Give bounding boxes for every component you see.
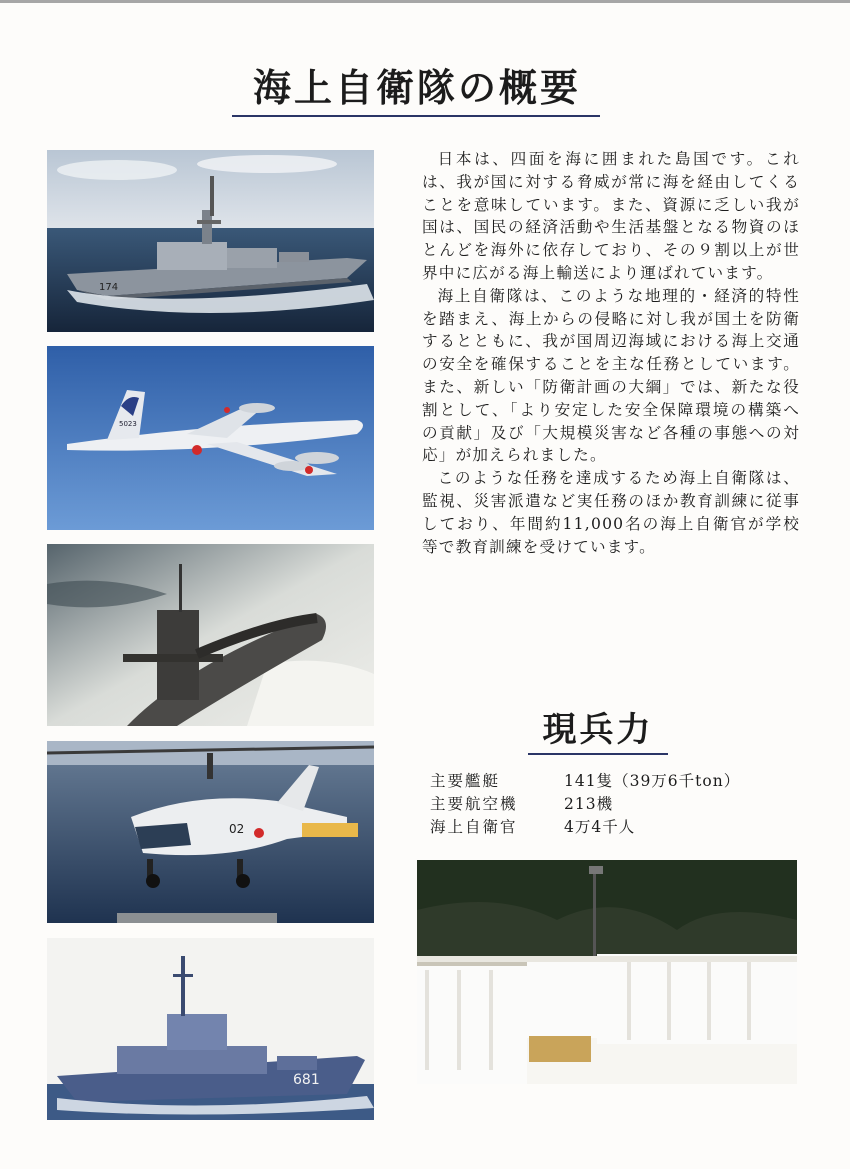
- strength-label: 主要航空機: [430, 795, 518, 813]
- strength-row: [430, 770, 740, 793]
- patrol-aircraft-photo: [47, 346, 374, 530]
- strength-row: [430, 793, 740, 816]
- page-title: 海上自衛隊の概要: [252, 65, 581, 110]
- strength-value: 141隻（39万6千ton）: [564, 772, 741, 790]
- strength-label: 海上自衛官: [430, 818, 518, 836]
- submarine-photo: [47, 544, 374, 726]
- intro-paragraph: このような任務を達成するため海上自衛隊は、監視、災害派遣など実任務のほか教育訓練に従事しており、年間約11,000名の海上自衛官が学校等で教育訓練を受けています。: [422, 469, 800, 556]
- strength-title: 現兵力: [542, 710, 654, 750]
- minesweeper-hull-number: 681: [293, 1072, 320, 1088]
- strength-title-underline: [528, 753, 668, 755]
- helicopter-number: 02: [229, 822, 245, 836]
- intro-paragraph: 海上自衛隊は、このような地理的・経済的特性を踏まえ、海上からの侵略に対し我が国土を防衛するとともに、我が国周辺海域における海上交通の安全を確保することを主な任務としています。また、新しい「防衛計画の大綱」では、新たな役割として、「より安定した安全保障環境の構築への貢献」及び「大規模災害など各種の事態への対応」が加えられました。: [422, 286, 800, 465]
- top-border: [0, 0, 850, 3]
- intro-paragraph: 日本は、四面を海に囲まれた島国です。これは、我が国に対する脅威が常に海を経由してくることを意味しています。また、資源に乏しい我が国は、国民の経済活動や生活基盤となる物資のほとんどを海外に依存しており、その９割以上が世界中に広がる海上輸送により運ばれています。: [422, 150, 800, 282]
- strength-row: [430, 816, 740, 839]
- title-underline: [232, 115, 600, 117]
- aircraft-tail-number: 5023: [119, 420, 137, 428]
- strength-table: [430, 770, 740, 839]
- strength-label: 主要艦艇: [430, 772, 501, 790]
- helicopter-photo: [47, 741, 374, 923]
- destroyer-hull-number: 174: [99, 282, 119, 293]
- ceremony-photo: [417, 860, 797, 1084]
- strength-value: 4万4千人: [564, 818, 636, 836]
- strength-value: 213機: [564, 795, 614, 813]
- intro-text: [422, 148, 800, 558]
- minesweeper-photo: [47, 938, 374, 1120]
- destroyer-photo: [47, 150, 374, 332]
